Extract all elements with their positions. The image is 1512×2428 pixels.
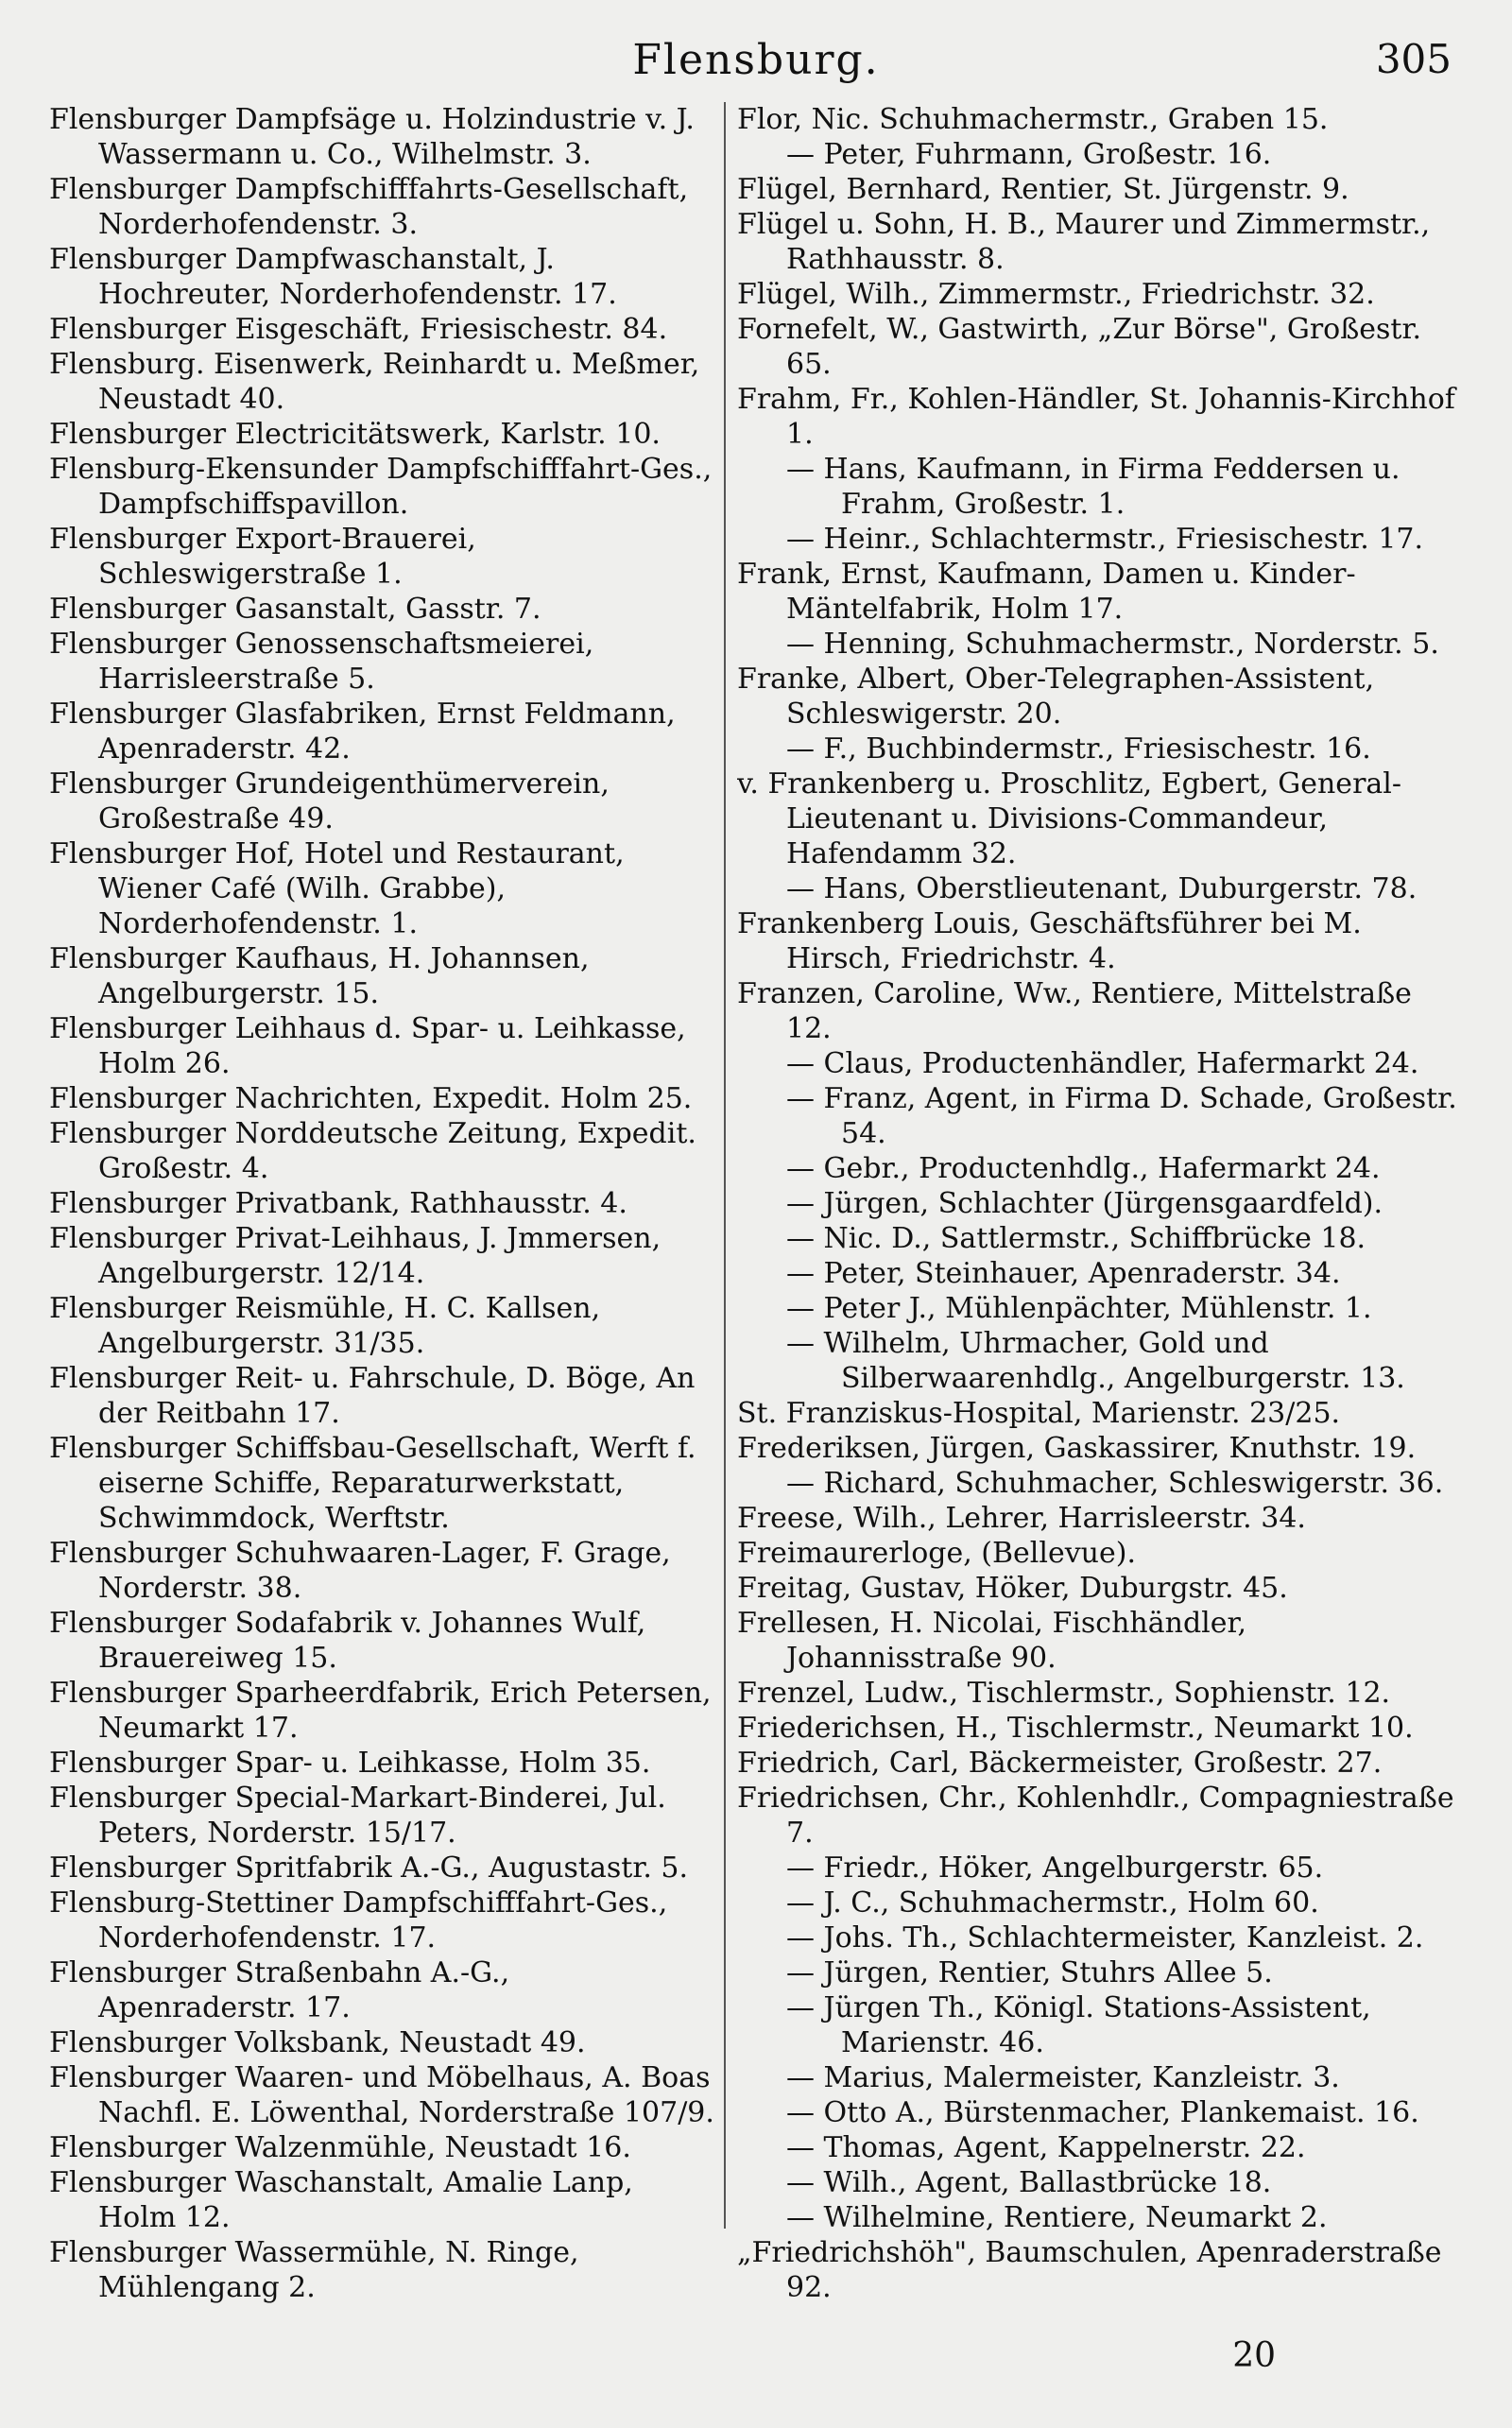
- directory-subentry: — Thomas, Agent, Kappelnerstr. 22.: [786, 2131, 1306, 2164]
- directory-entry: Flensburger Sodafabrik v. Johannes Wulf, Brauereiweg 15.: [49, 1607, 646, 1675]
- directory-entry: v. Frankenberg u. Proschlitz, Egbert, General-Lieutenant u. Divisions-Commandeur, Hafendamm 32.: [737, 767, 1402, 870]
- directory-entry: Flensburg-Stettiner Dampfschifffahrt-Ges., Norderhofendenstr. 17.: [49, 1886, 668, 1954]
- directory-entry: Frank, Ernst, Kaufmann, Damen u. Kinder-Mäntelfabrik, Holm 17.: [737, 558, 1356, 626]
- directory-entry: Freitag, Gustav, Höker, Duburgstr. 45.: [737, 1572, 1288, 1605]
- directory-entry: Flensburger Kaufhaus, H. Johannsen, Angelburgerstr. 15.: [49, 942, 590, 1010]
- directory-entry: Frahm, Fr., Kohlen-Händler, St. Johannis-Kirchhof 1.: [737, 383, 1455, 451]
- directory-subentry: — Peter, Fuhrmann, Großestr. 16.: [786, 138, 1272, 171]
- directory-entry: Flügel, Wilh., Zimmermstr., Friedrichstr. 32.: [737, 278, 1375, 311]
- right-column: [737, 102, 1459, 2314]
- directory-entry: Flensburger Spritfabrik A.-G., Augustastr. 5.: [49, 1851, 689, 1885]
- directory-subentry: — F., Buchbindermstr., Friesischestr. 16.: [786, 732, 1371, 766]
- directory-subentry: — Gebr., Productenhdlg., Hafermarkt 24.: [786, 1152, 1381, 1185]
- page-header: [0, 26, 1512, 102]
- directory-entry: Flensburger Dampfwaschanstalt, J. Hochreuter, Norderhofendenstr. 17.: [49, 243, 617, 311]
- directory-entry: Flensburger Electricitätswerk, Karlstr. 10.: [49, 418, 661, 451]
- directory-entry: Flensburg-Ekensunder Dampfschifffahrt-Ges., Dampfschiffspavillon.: [49, 453, 713, 521]
- directory-entry: Flensburger Special-Markart-Binderei, Jul. Peters, Norderstr. 15/17.: [49, 1782, 666, 1850]
- directory-subentry: — Jürgen, Schlachter (Jürgensgaardfeld).: [786, 1187, 1383, 1220]
- directory-entry: Frellesen, H. Nicolai, Fischhändler, Johannisstraße 90.: [737, 1607, 1247, 1675]
- directory-entry: Flensburger Norddeutsche Zeitung, Expedit. Großestr. 4.: [49, 1117, 696, 1185]
- directory-entry: Friedrich, Carl, Bäckermeister, Großestr. 27.: [737, 1747, 1383, 1780]
- directory-subentry: — Johs. Th., Schlachtermeister, Kanzleist. 2.: [786, 1921, 1424, 1954]
- directory-entry: Flensburger Spar- u. Leihkasse, Holm 35.: [49, 1747, 651, 1780]
- directory-entry: Flensburger Genossenschaftsmeierei, Harrisleerstraße 5.: [49, 628, 594, 696]
- directory-subentry: — J. C., Schuhmachermstr., Holm 60.: [786, 1886, 1319, 1920]
- directory-entry: Flensburger Privatbank, Rathhausstr. 4.: [49, 1187, 627, 1220]
- directory-columns: [49, 102, 1459, 2314]
- directory-subentry: — Jürgen Th., Königl. Stations-Assistent, Marienstr. 46.: [786, 1991, 1371, 2059]
- directory-subentry: — Nic. D., Sattlermstr., Schiffbrücke 18.: [786, 1222, 1366, 1255]
- directory-entry: Friederichsen, H., Tischlermstr., Neumarkt 10.: [737, 1712, 1414, 1745]
- directory-entry: Flensburger Wassermühle, N. Ringe, Mühlengang 2.: [49, 2236, 579, 2304]
- directory-subentry: — Marius, Malermeister, Kanzleistr. 3.: [786, 2061, 1340, 2094]
- directory-entry: Flensburger Schuhwaaren-Lager, F. Grage, Norderstr. 38.: [49, 1537, 671, 1605]
- signature-mark: 20: [1232, 2336, 1276, 2375]
- directory-entry: Flensburger Gasanstalt, Gasstr. 7.: [49, 593, 541, 626]
- directory-entry: Flensburger Nachrichten, Expedit. Holm 25.: [49, 1082, 693, 1115]
- directory-subentry: — Wilh., Agent, Ballastbrücke 18.: [786, 2166, 1272, 2199]
- directory-entry: Freimaurerloge, (Bellevue).: [737, 1537, 1136, 1570]
- directory-subentry: — Claus, Productenhändler, Hafermarkt 24.: [786, 1047, 1419, 1080]
- column-divider: [724, 102, 726, 2229]
- directory-entry: Flensburger Waaren- und Möbelhaus, A. Boas Nachfl. E. Löwenthal, Norderstraße 107/9.: [49, 2061, 714, 2129]
- directory-subentry: — Friedr., Höker, Angelburgerstr. 65.: [786, 1851, 1324, 1885]
- directory-entry: Flensburger Eisgeschäft, Friesischestr. 84.: [49, 313, 668, 346]
- directory-entry: Flensburger Reit- u. Fahrschule, D. Böge, An der Reitbahn 17.: [49, 1362, 696, 1430]
- directory-entry: Flensburger Glasfabriken, Ernst Feldmann, Apenraderstr. 42.: [49, 697, 676, 766]
- directory-entry: Flensburger Sparheerdfabrik, Erich Petersen, Neumarkt 17.: [49, 1677, 712, 1745]
- directory-entry: Flensburger Leihhaus d. Spar- u. Leihkasse, Holm 26.: [49, 1012, 686, 1080]
- left-column: [49, 102, 715, 2314]
- page-title: Flensburg.: [632, 36, 880, 84]
- directory-entry: Flensburger Dampfsäge u. Holzindustrie v. J. Wassermann u. Co., Wilhelmstr. 3.: [49, 103, 695, 171]
- directory-entry: Flensburger Walzenmühle, Neustadt 16.: [49, 2131, 631, 2164]
- page-number: 305: [1375, 36, 1452, 82]
- directory-subentry: — Hans, Oberstlieutenant, Duburgerstr. 78.: [786, 872, 1418, 905]
- directory-entry: Frankenberg Louis, Geschäftsführer bei M. Hirsch, Friedrichstr. 4.: [737, 907, 1362, 975]
- directory-subentry: — Henning, Schuhmachermstr., Norderstr. 5.: [786, 628, 1439, 661]
- directory-entry: Flensburger Hof, Hotel und Restaurant, Wiener Café (Wilh. Grabbe), Norderhofendenstr. 1.: [49, 837, 625, 940]
- directory-entry: Flor, Nic. Schuhmachermstr., Graben 15.: [737, 103, 1329, 136]
- directory-entry: Flügel, Bernhard, Rentier, St. Jürgenstr. 9.: [737, 173, 1349, 206]
- directory-entry: St. Franziskus-Hospital, Marienstr. 23/25.: [737, 1397, 1341, 1430]
- directory-entry: Flensburger Dampfschifffahrts-Gesellschaft, Norderhofendenstr. 3.: [49, 173, 689, 241]
- directory-subentry: — Richard, Schuhmacher, Schleswigerstr. 36.: [786, 1467, 1444, 1500]
- directory-subentry: — Jürgen, Rentier, Stuhrs Allee 5.: [786, 1956, 1273, 1989]
- directory-entry: Frenzel, Ludw., Tischlermstr., Sophienstr. 12.: [737, 1677, 1391, 1710]
- directory-entry: Franzen, Caroline, Ww., Rentiere, Mittelstraße 12.: [737, 977, 1412, 1045]
- directory-subentry: — Heinr., Schlachtermstr., Friesischestr. 17.: [786, 523, 1424, 556]
- directory-entry: Flensburger Privat-Leihhaus, J. Jmmersen, Angelburgerstr. 12/14.: [49, 1222, 662, 1290]
- directory-entry: Flensburger Schiffsbau-Gesellschaft, Werft f. eiserne Schiffe, Reparaturwerkstatt, Schwimmdock, Werftstr.: [49, 1432, 696, 1535]
- directory-entry: Franke, Albert, Ober-Telegraphen-Assistent, Schleswigerstr. 20.: [737, 663, 1375, 731]
- directory-subentry: — Wilhelm, Uhrmacher, Gold und Silberwaarenhdlg., Angelburgerstr. 13.: [786, 1327, 1405, 1395]
- directory-entry: Flensburger Grundeigenthümerverein, Großestraße 49.: [49, 767, 610, 835]
- directory-entry: Flensburger Export-Brauerei, Schleswigerstraße 1.: [49, 523, 476, 591]
- directory-entry: Friedrichsen, Chr., Kohlenhdlr., Compagniestraße 7.: [737, 1782, 1454, 1850]
- directory-entry: Flensburger Waschanstalt, Amalie Lanp, Holm 12.: [49, 2166, 633, 2234]
- directory-subentry: — Peter J., Mühlenpächter, Mühlenstr. 1.: [786, 1292, 1372, 1325]
- directory-entry: „Friedrichshöh", Baumschulen, Apenraderstraße 92.: [737, 2236, 1442, 2304]
- directory-entry: Freese, Wilh., Lehrer, Harrisleerstr. 34.: [737, 1502, 1306, 1535]
- directory-subentry: — Franz, Agent, in Firma D. Schade, Großestr. 54.: [786, 1082, 1457, 1150]
- directory-entry: Flensburger Straßenbahn A.-G., Apenraderstr. 17.: [49, 1956, 510, 2024]
- directory-entry: Flensburger Reismühle, H. C. Kallsen, Angelburgerstr. 31/35.: [49, 1292, 601, 1360]
- directory-entry: Flügel u. Sohn, H. B., Maurer und Zimmermstr., Rathhausstr. 8.: [737, 208, 1431, 276]
- directory-entry: Frederiksen, Jürgen, Gaskassirer, Knuthstr. 19.: [737, 1432, 1417, 1465]
- directory-subentry: — Peter, Steinhauer, Apenraderstr. 34.: [786, 1257, 1341, 1290]
- directory-subentry: — Wilhelmine, Rentiere, Neumarkt 2.: [786, 2201, 1328, 2234]
- directory-subentry: — Hans, Kaufmann, in Firma Feddersen u. Frahm, Großestr. 1.: [786, 453, 1400, 521]
- directory-entry: Fornefelt, W., Gastwirth, „Zur Börse", Großestr. 65.: [737, 313, 1422, 381]
- directory-entry: Flensburg. Eisenwerk, Reinhardt u. Meßmer, Neustadt 40.: [49, 348, 700, 416]
- directory-subentry: — Otto A., Bürstenmacher, Plankemaist. 16.: [786, 2096, 1419, 2129]
- directory-entry: Flensburger Volksbank, Neustadt 49.: [49, 2026, 586, 2059]
